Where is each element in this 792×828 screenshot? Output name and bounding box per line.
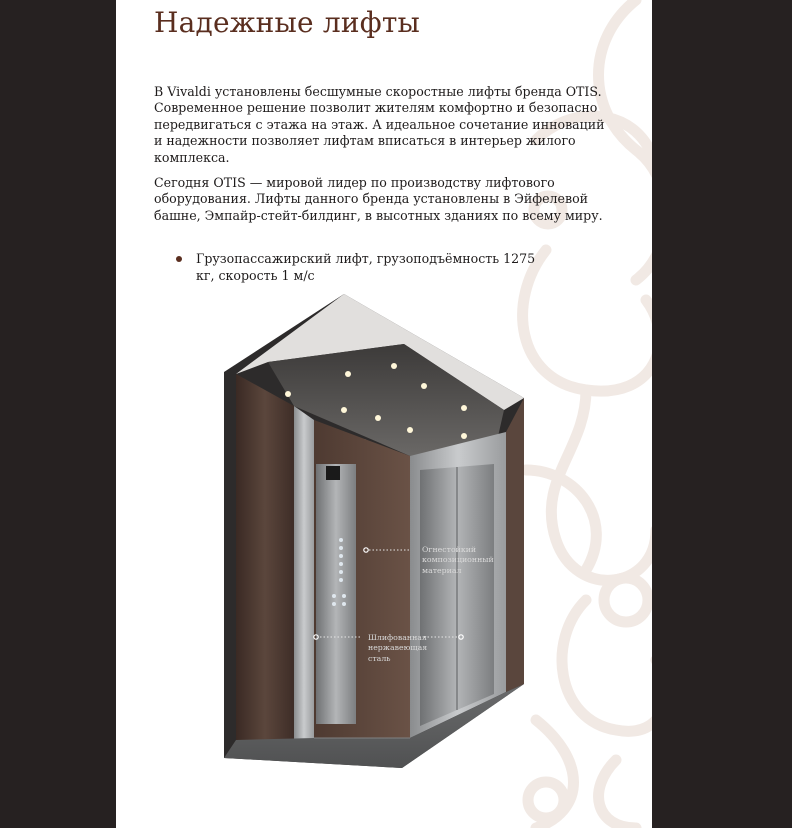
feature-list	[176, 250, 556, 284]
elevator-illustration	[224, 294, 524, 768]
bullet-dot-icon	[176, 256, 182, 262]
list-item	[176, 250, 556, 284]
callout-fire-resistant: Огнестойкий композиционный материал	[422, 545, 494, 575]
otis-paragraph: Сегодня OTIS — мировой лидер по производству лифтового оборудования. Лифты данного бренда установлены в Эйфелевой башне, Эмпайр-стейт-билдинг, в высотных зданиях по всему миру.	[154, 175, 603, 223]
page-title: Надежные лифты	[154, 6, 421, 39]
callout-brushed-steel: Шлифованная нержавеющая сталь	[368, 633, 428, 663]
list-item-text: Грузопассажирский лифт, грузоподъёмность 1275 кг, скорость 1 м/с	[196, 251, 536, 283]
document-page	[116, 0, 652, 828]
intro-paragraph: В Vivaldi установлены бесшумные скоростные лифты бренда OTIS. Современное решение позволит жителям комфортно и безопасно передвигаться с этажа на этаж. А идеальное сочетание инноваций и надежности позволяет лифтам вписаться в интерьер жилого комплекса.	[154, 84, 605, 165]
